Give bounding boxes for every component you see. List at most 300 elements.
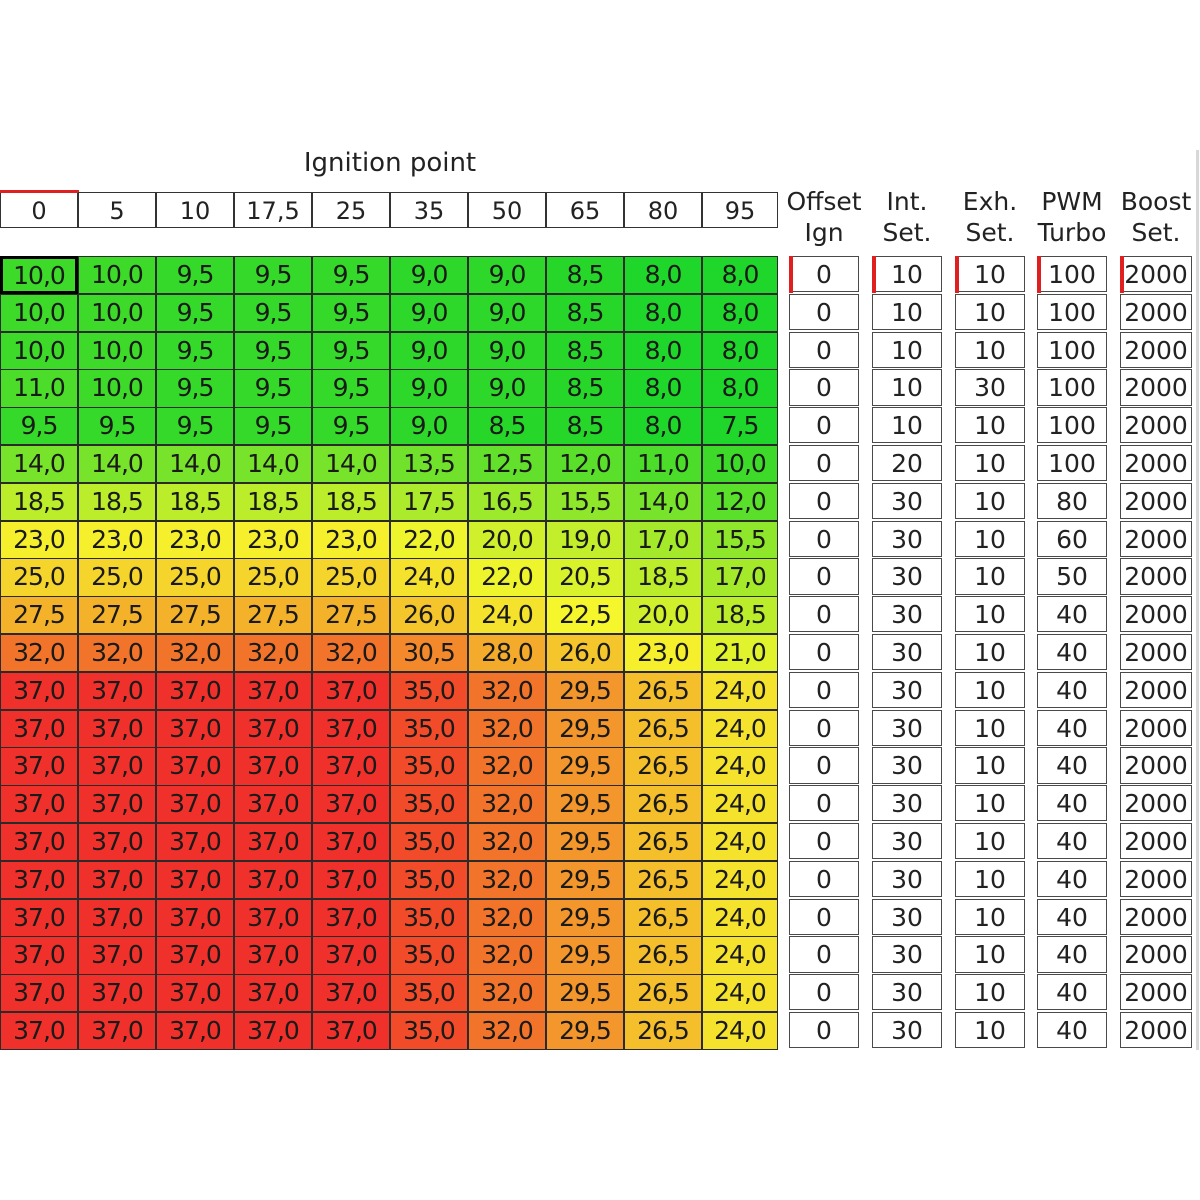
boost-set-field[interactable]: 2000: [1120, 483, 1192, 519]
boost-set-field[interactable]: 2000: [1120, 369, 1192, 405]
map-cell[interactable]: 37,0: [78, 936, 156, 974]
column-header-2[interactable]: 10: [156, 192, 234, 228]
column-header-6[interactable]: 50: [468, 192, 546, 228]
map-cell[interactable]: 27,5: [312, 596, 390, 634]
offset-ign-field[interactable]: 0: [789, 710, 859, 746]
map-cell[interactable]: 8,0: [624, 256, 702, 294]
map-cell[interactable]: 29,5: [546, 1012, 624, 1050]
map-cell[interactable]: 35,0: [390, 861, 468, 899]
pwm-turbo-field[interactable]: 50: [1037, 558, 1107, 594]
map-cell[interactable]: 25,0: [78, 558, 156, 596]
map-cell[interactable]: 35,0: [390, 710, 468, 748]
int-set-field[interactable]: 30: [872, 974, 942, 1010]
map-cell[interactable]: 9,5: [78, 407, 156, 445]
map-cell[interactable]: 14,0: [156, 445, 234, 483]
int-set-field[interactable]: 30: [872, 785, 942, 821]
map-cell[interactable]: 8,0: [702, 294, 778, 332]
int-set-field[interactable]: 30: [872, 823, 942, 859]
map-cell[interactable]: 37,0: [234, 936, 312, 974]
map-cell[interactable]: 10,0: [0, 294, 78, 332]
map-cell-selected[interactable]: 10,0: [0, 256, 78, 294]
map-cell[interactable]: 23,0: [0, 521, 78, 559]
map-cell[interactable]: 8,5: [546, 407, 624, 445]
map-cell[interactable]: 37,0: [234, 710, 312, 748]
int-set-field[interactable]: 30: [872, 672, 942, 708]
map-cell[interactable]: 24,0: [702, 672, 778, 710]
map-cell[interactable]: 17,0: [624, 521, 702, 559]
map-cell[interactable]: 37,0: [312, 747, 390, 785]
map-cell[interactable]: 9,5: [312, 332, 390, 370]
exh-set-field[interactable]: 10: [955, 521, 1025, 557]
int-set-field[interactable]: 30: [872, 710, 942, 746]
map-cell[interactable]: 37,0: [0, 823, 78, 861]
map-cell[interactable]: 29,5: [546, 747, 624, 785]
map-cell[interactable]: 35,0: [390, 974, 468, 1012]
map-cell[interactable]: 37,0: [0, 747, 78, 785]
map-cell[interactable]: 32,0: [156, 634, 234, 672]
int-set-field[interactable]: 30: [872, 747, 942, 783]
boost-set-field[interactable]: 2000: [1120, 256, 1192, 292]
map-cell[interactable]: 18,5: [624, 558, 702, 596]
map-cell[interactable]: 9,5: [312, 256, 390, 294]
boost-set-field[interactable]: 2000: [1120, 936, 1192, 972]
map-cell[interactable]: 37,0: [78, 974, 156, 1012]
boost-set-field[interactable]: 2000: [1120, 558, 1192, 594]
map-cell[interactable]: 26,5: [624, 899, 702, 937]
map-cell[interactable]: 37,0: [234, 899, 312, 937]
column-header-0[interactable]: 0: [0, 192, 78, 228]
map-cell[interactable]: 37,0: [312, 785, 390, 823]
column-header-4[interactable]: 25: [312, 192, 390, 228]
map-cell[interactable]: 23,0: [312, 521, 390, 559]
map-cell[interactable]: 32,0: [468, 747, 546, 785]
map-cell[interactable]: 9,5: [156, 256, 234, 294]
pwm-turbo-field[interactable]: 40: [1037, 861, 1107, 897]
pwm-turbo-field[interactable]: 100: [1037, 445, 1107, 481]
map-cell[interactable]: 9,5: [312, 407, 390, 445]
map-cell[interactable]: 27,5: [78, 596, 156, 634]
map-cell[interactable]: 12,5: [468, 445, 546, 483]
int-set-field[interactable]: 10: [872, 256, 942, 292]
map-cell[interactable]: 9,5: [234, 294, 312, 332]
boost-set-field[interactable]: 2000: [1120, 407, 1192, 443]
map-cell[interactable]: 7,5: [702, 407, 778, 445]
map-cell[interactable]: 37,0: [78, 710, 156, 748]
map-cell[interactable]: 37,0: [234, 672, 312, 710]
map-cell[interactable]: 37,0: [156, 974, 234, 1012]
map-cell[interactable]: 37,0: [0, 861, 78, 899]
map-cell[interactable]: 20,5: [546, 558, 624, 596]
map-cell[interactable]: 37,0: [312, 672, 390, 710]
map-cell[interactable]: 9,0: [390, 407, 468, 445]
map-cell[interactable]: 22,0: [468, 558, 546, 596]
offset-ign-field[interactable]: 0: [789, 672, 859, 708]
map-cell[interactable]: 10,0: [78, 256, 156, 294]
pwm-turbo-field[interactable]: 60: [1037, 521, 1107, 557]
map-cell[interactable]: 23,0: [234, 521, 312, 559]
boost-set-field[interactable]: 2000: [1120, 899, 1192, 935]
map-cell[interactable]: 29,5: [546, 936, 624, 974]
map-cell[interactable]: 37,0: [0, 899, 78, 937]
map-cell[interactable]: 37,0: [312, 861, 390, 899]
map-cell[interactable]: 10,0: [78, 294, 156, 332]
int-set-field[interactable]: 30: [872, 558, 942, 594]
column-header-7[interactable]: 65: [546, 192, 624, 228]
exh-set-field[interactable]: 10: [955, 710, 1025, 746]
map-cell[interactable]: 10,0: [78, 369, 156, 407]
pwm-turbo-field[interactable]: 40: [1037, 974, 1107, 1010]
int-set-field[interactable]: 30: [872, 634, 942, 670]
map-cell[interactable]: 37,0: [234, 861, 312, 899]
map-cell[interactable]: 37,0: [234, 785, 312, 823]
map-cell[interactable]: 14,0: [0, 445, 78, 483]
pwm-turbo-field[interactable]: 40: [1037, 899, 1107, 935]
map-cell[interactable]: 32,0: [0, 634, 78, 672]
map-cell[interactable]: 37,0: [78, 899, 156, 937]
map-cell[interactable]: 35,0: [390, 936, 468, 974]
map-cell[interactable]: 8,0: [702, 369, 778, 407]
exh-set-field[interactable]: 10: [955, 861, 1025, 897]
map-cell[interactable]: 9,5: [234, 407, 312, 445]
map-cell[interactable]: 26,5: [624, 861, 702, 899]
map-cell[interactable]: 9,5: [234, 369, 312, 407]
column-header-9[interactable]: 95: [702, 192, 778, 228]
boost-set-field[interactable]: 2000: [1120, 823, 1192, 859]
map-cell[interactable]: 9,5: [234, 332, 312, 370]
map-cell[interactable]: 37,0: [78, 747, 156, 785]
map-cell[interactable]: 24,0: [702, 974, 778, 1012]
map-cell[interactable]: 10,0: [78, 332, 156, 370]
offset-ign-field[interactable]: 0: [789, 521, 859, 557]
offset-ign-field[interactable]: 0: [789, 596, 859, 632]
map-cell[interactable]: 11,0: [0, 369, 78, 407]
offset-ign-field[interactable]: 0: [789, 747, 859, 783]
int-set-field[interactable]: 10: [872, 332, 942, 368]
map-cell[interactable]: 27,5: [156, 596, 234, 634]
offset-ign-field[interactable]: 0: [789, 634, 859, 670]
map-cell[interactable]: 35,0: [390, 747, 468, 785]
map-cell[interactable]: 29,5: [546, 861, 624, 899]
pwm-turbo-field[interactable]: 100: [1037, 369, 1107, 405]
pwm-turbo-field[interactable]: 40: [1037, 936, 1107, 972]
map-cell[interactable]: 37,0: [78, 672, 156, 710]
map-cell[interactable]: 32,0: [468, 899, 546, 937]
int-set-field[interactable]: 10: [872, 294, 942, 330]
boost-set-field[interactable]: 2000: [1120, 747, 1192, 783]
map-cell[interactable]: 12,0: [702, 483, 778, 521]
int-set-field[interactable]: 30: [872, 521, 942, 557]
offset-ign-field[interactable]: 0: [789, 899, 859, 935]
map-cell[interactable]: 24,0: [702, 747, 778, 785]
map-cell[interactable]: 35,0: [390, 899, 468, 937]
pwm-turbo-field[interactable]: 40: [1037, 596, 1107, 632]
map-cell[interactable]: 16,5: [468, 483, 546, 521]
offset-ign-field[interactable]: 0: [789, 823, 859, 859]
map-cell[interactable]: 21,0: [702, 634, 778, 672]
map-cell[interactable]: 9,5: [312, 294, 390, 332]
map-cell[interactable]: 37,0: [156, 861, 234, 899]
map-cell[interactable]: 8,5: [468, 407, 546, 445]
boost-set-field[interactable]: 2000: [1120, 861, 1192, 897]
map-cell[interactable]: 26,5: [624, 936, 702, 974]
map-cell[interactable]: 24,0: [702, 899, 778, 937]
map-cell[interactable]: 29,5: [546, 672, 624, 710]
exh-set-field[interactable]: 10: [955, 823, 1025, 859]
map-cell[interactable]: 30,5: [390, 634, 468, 672]
map-cell[interactable]: 24,0: [702, 861, 778, 899]
map-cell[interactable]: 24,0: [702, 1012, 778, 1050]
map-cell[interactable]: 37,0: [78, 785, 156, 823]
offset-ign-field[interactable]: 0: [789, 558, 859, 594]
pwm-turbo-field[interactable]: 40: [1037, 1012, 1107, 1048]
map-cell[interactable]: 32,0: [468, 672, 546, 710]
map-cell[interactable]: 18,5: [234, 483, 312, 521]
map-cell[interactable]: 8,0: [702, 256, 778, 294]
map-cell[interactable]: 26,5: [624, 785, 702, 823]
map-cell[interactable]: 37,0: [0, 785, 78, 823]
map-cell[interactable]: 32,0: [468, 1012, 546, 1050]
map-cell[interactable]: 29,5: [546, 710, 624, 748]
map-cell[interactable]: 26,0: [390, 596, 468, 634]
map-cell[interactable]: 23,0: [78, 521, 156, 559]
boost-set-field[interactable]: 2000: [1120, 672, 1192, 708]
int-set-field[interactable]: 30: [872, 899, 942, 935]
map-cell[interactable]: 18,5: [702, 596, 778, 634]
map-cell[interactable]: 37,0: [156, 823, 234, 861]
boost-set-field[interactable]: 2000: [1120, 974, 1192, 1010]
map-cell[interactable]: 37,0: [156, 747, 234, 785]
exh-set-field[interactable]: 10: [955, 634, 1025, 670]
map-cell[interactable]: 9,5: [156, 369, 234, 407]
boost-set-field[interactable]: 2000: [1120, 596, 1192, 632]
map-cell[interactable]: 24,0: [702, 785, 778, 823]
map-cell[interactable]: 37,0: [78, 1012, 156, 1050]
offset-ign-field[interactable]: 0: [789, 445, 859, 481]
int-set-field[interactable]: 20: [872, 445, 942, 481]
map-cell[interactable]: 19,0: [546, 521, 624, 559]
map-cell[interactable]: 13,5: [390, 445, 468, 483]
offset-ign-field[interactable]: 0: [789, 785, 859, 821]
column-header-1[interactable]: 5: [78, 192, 156, 228]
int-set-field[interactable]: 10: [872, 407, 942, 443]
map-cell[interactable]: 37,0: [234, 747, 312, 785]
pwm-turbo-field[interactable]: 80: [1037, 483, 1107, 519]
pwm-turbo-field[interactable]: 100: [1037, 407, 1107, 443]
map-cell[interactable]: 37,0: [78, 861, 156, 899]
boost-set-field[interactable]: 2000: [1120, 710, 1192, 746]
map-cell[interactable]: 9,0: [468, 256, 546, 294]
pwm-turbo-field[interactable]: 40: [1037, 710, 1107, 746]
map-cell[interactable]: 32,0: [468, 861, 546, 899]
int-set-field[interactable]: 30: [872, 596, 942, 632]
offset-ign-field[interactable]: 0: [789, 974, 859, 1010]
map-cell[interactable]: 35,0: [390, 785, 468, 823]
map-cell[interactable]: 25,0: [312, 558, 390, 596]
map-cell[interactable]: 37,0: [156, 899, 234, 937]
map-cell[interactable]: 14,0: [78, 445, 156, 483]
map-cell[interactable]: 37,0: [312, 974, 390, 1012]
map-cell[interactable]: 9,0: [390, 369, 468, 407]
offset-ign-field[interactable]: 0: [789, 256, 859, 292]
map-cell[interactable]: 37,0: [0, 672, 78, 710]
exh-set-field[interactable]: 30: [955, 369, 1025, 405]
offset-ign-field[interactable]: 0: [789, 407, 859, 443]
map-cell[interactable]: 26,5: [624, 823, 702, 861]
map-cell[interactable]: 26,5: [624, 747, 702, 785]
map-cell[interactable]: 9,5: [156, 407, 234, 445]
map-cell[interactable]: 18,5: [156, 483, 234, 521]
map-cell[interactable]: 26,5: [624, 710, 702, 748]
map-cell[interactable]: 37,0: [234, 974, 312, 1012]
map-cell[interactable]: 37,0: [234, 823, 312, 861]
int-set-field[interactable]: 10: [872, 369, 942, 405]
map-cell[interactable]: 9,0: [390, 294, 468, 332]
map-cell[interactable]: 37,0: [0, 710, 78, 748]
map-cell[interactable]: 12,0: [546, 445, 624, 483]
int-set-field[interactable]: 30: [872, 1012, 942, 1048]
map-cell[interactable]: 37,0: [156, 785, 234, 823]
map-cell[interactable]: 32,0: [468, 785, 546, 823]
exh-set-field[interactable]: 10: [955, 483, 1025, 519]
map-cell[interactable]: 9,0: [390, 256, 468, 294]
map-cell[interactable]: 15,5: [702, 521, 778, 559]
map-cell[interactable]: 22,5: [546, 596, 624, 634]
map-cell[interactable]: 8,0: [624, 294, 702, 332]
map-cell[interactable]: 24,0: [390, 558, 468, 596]
map-cell[interactable]: 22,0: [390, 521, 468, 559]
map-cell[interactable]: 35,0: [390, 672, 468, 710]
map-cell[interactable]: 37,0: [156, 710, 234, 748]
exh-set-field[interactable]: 10: [955, 256, 1025, 292]
exh-set-field[interactable]: 10: [955, 974, 1025, 1010]
map-cell[interactable]: 29,5: [546, 899, 624, 937]
map-cell[interactable]: 32,0: [234, 634, 312, 672]
map-cell[interactable]: 18,5: [78, 483, 156, 521]
exh-set-field[interactable]: 10: [955, 672, 1025, 708]
map-cell[interactable]: 29,5: [546, 823, 624, 861]
exh-set-field[interactable]: 10: [955, 596, 1025, 632]
exh-set-field[interactable]: 10: [955, 332, 1025, 368]
map-cell[interactable]: 23,0: [624, 634, 702, 672]
map-cell[interactable]: 37,0: [312, 710, 390, 748]
map-cell[interactable]: 37,0: [156, 936, 234, 974]
pwm-turbo-field[interactable]: 40: [1037, 747, 1107, 783]
int-set-field[interactable]: 30: [872, 936, 942, 972]
boost-set-field[interactable]: 2000: [1120, 521, 1192, 557]
offset-ign-field[interactable]: 0: [789, 936, 859, 972]
int-set-field[interactable]: 30: [872, 483, 942, 519]
boost-set-field[interactable]: 2000: [1120, 634, 1192, 670]
map-cell[interactable]: 8,0: [624, 369, 702, 407]
map-cell[interactable]: 15,5: [546, 483, 624, 521]
map-cell[interactable]: 29,5: [546, 974, 624, 1012]
offset-ign-field[interactable]: 0: [789, 1012, 859, 1048]
map-cell[interactable]: 9,0: [468, 332, 546, 370]
column-header-5[interactable]: 35: [390, 192, 468, 228]
column-header-3[interactable]: 17,5: [234, 192, 312, 228]
boost-set-field[interactable]: 2000: [1120, 332, 1192, 368]
map-cell[interactable]: 8,0: [624, 407, 702, 445]
offset-ign-field[interactable]: 0: [789, 483, 859, 519]
map-cell[interactable]: 9,0: [468, 369, 546, 407]
map-cell[interactable]: 35,0: [390, 823, 468, 861]
map-cell[interactable]: 37,0: [312, 899, 390, 937]
map-cell[interactable]: 10,0: [702, 445, 778, 483]
map-cell[interactable]: 8,5: [546, 256, 624, 294]
map-cell[interactable]: 9,0: [390, 332, 468, 370]
map-cell[interactable]: 37,0: [234, 1012, 312, 1050]
map-cell[interactable]: 26,0: [546, 634, 624, 672]
offset-ign-field[interactable]: 0: [789, 369, 859, 405]
map-cell[interactable]: 27,5: [0, 596, 78, 634]
map-cell[interactable]: 26,5: [624, 974, 702, 1012]
map-cell[interactable]: 37,0: [312, 823, 390, 861]
map-cell[interactable]: 24,0: [702, 823, 778, 861]
map-cell[interactable]: 27,5: [234, 596, 312, 634]
map-cell[interactable]: 17,5: [390, 483, 468, 521]
map-cell[interactable]: 10,0: [0, 332, 78, 370]
map-cell[interactable]: 37,0: [78, 823, 156, 861]
map-cell[interactable]: 37,0: [312, 1012, 390, 1050]
map-cell[interactable]: 25,0: [234, 558, 312, 596]
map-cell[interactable]: 37,0: [0, 1012, 78, 1050]
map-cell[interactable]: 9,5: [312, 369, 390, 407]
map-cell[interactable]: 24,0: [702, 936, 778, 974]
map-cell[interactable]: 37,0: [0, 974, 78, 1012]
map-cell[interactable]: 18,5: [0, 483, 78, 521]
offset-ign-field[interactable]: 0: [789, 294, 859, 330]
map-cell[interactable]: 32,0: [78, 634, 156, 672]
map-cell[interactable]: 8,5: [546, 369, 624, 407]
map-cell[interactable]: 9,5: [0, 407, 78, 445]
exh-set-field[interactable]: 10: [955, 936, 1025, 972]
map-cell[interactable]: 37,0: [0, 936, 78, 974]
map-cell[interactable]: 14,0: [234, 445, 312, 483]
boost-set-field[interactable]: 2000: [1120, 294, 1192, 330]
map-cell[interactable]: 32,0: [468, 936, 546, 974]
map-cell[interactable]: 8,5: [546, 294, 624, 332]
offset-ign-field[interactable]: 0: [789, 332, 859, 368]
map-cell[interactable]: 11,0: [624, 445, 702, 483]
map-cell[interactable]: 17,0: [702, 558, 778, 596]
map-cell[interactable]: 9,5: [234, 256, 312, 294]
exh-set-field[interactable]: 10: [955, 558, 1025, 594]
map-cell[interactable]: 8,0: [702, 332, 778, 370]
map-cell[interactable]: 32,0: [312, 634, 390, 672]
map-cell[interactable]: 9,5: [156, 332, 234, 370]
map-cell[interactable]: 37,0: [312, 936, 390, 974]
boost-set-field[interactable]: 2000: [1120, 1012, 1192, 1048]
map-cell[interactable]: 37,0: [156, 1012, 234, 1050]
exh-set-field[interactable]: 10: [955, 407, 1025, 443]
exh-set-field[interactable]: 10: [955, 1012, 1025, 1048]
map-cell[interactable]: 25,0: [156, 558, 234, 596]
pwm-turbo-field[interactable]: 40: [1037, 672, 1107, 708]
pwm-turbo-field[interactable]: 40: [1037, 634, 1107, 670]
exh-set-field[interactable]: 10: [955, 899, 1025, 935]
map-cell[interactable]: 18,5: [312, 483, 390, 521]
exh-set-field[interactable]: 10: [955, 747, 1025, 783]
map-cell[interactable]: 14,0: [312, 445, 390, 483]
exh-set-field[interactable]: 10: [955, 785, 1025, 821]
map-cell[interactable]: 20,0: [624, 596, 702, 634]
boost-set-field[interactable]: 2000: [1120, 785, 1192, 821]
map-cell[interactable]: 24,0: [702, 710, 778, 748]
map-cell[interactable]: 24,0: [468, 596, 546, 634]
map-cell[interactable]: 29,5: [546, 785, 624, 823]
map-cell[interactable]: 9,5: [156, 294, 234, 332]
pwm-turbo-field[interactable]: 40: [1037, 785, 1107, 821]
